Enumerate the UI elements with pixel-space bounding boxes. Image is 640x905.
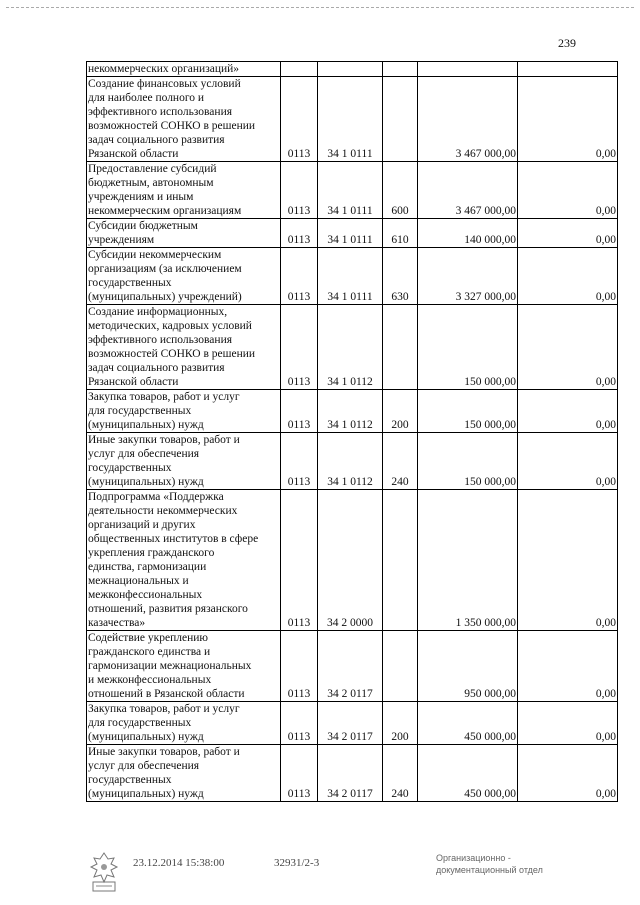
row-section-cell: 0113	[281, 305, 318, 390]
table-row	[87, 162, 618, 219]
row-amount2-cell: 0,00	[518, 745, 618, 802]
row-target-cell: 34 1 0111	[318, 248, 383, 305]
row-type-cell: 240	[383, 745, 418, 802]
table-row	[87, 490, 618, 631]
row-amount2-cell: 0,00	[518, 162, 618, 219]
table-row	[87, 248, 618, 305]
row-type-cell: 240	[383, 433, 418, 490]
row-amount-cell: 3 467 000,00	[418, 77, 518, 162]
row-name-cell: Создание информационных, методических, кадровых условий эффективного использования возможностей СОНКО в решении задач социального развития Рязанской области	[87, 305, 281, 390]
row-amount-cell: 3 327 000,00	[418, 248, 518, 305]
row-section-cell: 0113	[281, 162, 318, 219]
budget-table	[86, 61, 618, 802]
row-target-cell: 34 2 0117	[318, 702, 383, 745]
row-type-cell: 630	[383, 248, 418, 305]
scan-top-rule	[6, 7, 634, 8]
department-stamp	[436, 852, 543, 876]
budget-table-body	[87, 62, 618, 802]
row-target-cell: 34 2 0117	[318, 631, 383, 702]
row-target-cell: 34 1 0111	[318, 162, 383, 219]
row-amount2-cell: 0,00	[518, 390, 618, 433]
row-amount-cell: 150 000,00	[418, 305, 518, 390]
table-row	[87, 77, 618, 162]
row-name-cell: Иные закупки товаров, работ и услуг для обеспечения государственных (муниципальных) нужд	[87, 745, 281, 802]
row-section-cell	[281, 62, 318, 77]
row-amount2-cell	[518, 62, 618, 77]
row-amount-cell: 1 350 000,00	[418, 490, 518, 631]
row-amount2-cell: 0,00	[518, 77, 618, 162]
row-type-cell	[383, 77, 418, 162]
row-name-cell: Предоставление субсидий бюджетным, автономным учреждениям и иным некоммерческим организациям	[87, 162, 281, 219]
row-amount-cell: 150 000,00	[418, 433, 518, 490]
row-name-cell: Создание финансовых условий для наиболее полного и эффективного использования возможностей СОНКО в решении задач социального развития Рязанской области	[87, 77, 281, 162]
row-type-cell	[383, 631, 418, 702]
row-target-cell: 34 1 0111	[318, 219, 383, 248]
department-line-1: Организационно -	[436, 853, 511, 863]
row-section-cell: 0113	[281, 631, 318, 702]
row-target-cell: 34 1 0112	[318, 305, 383, 390]
row-section-cell: 0113	[281, 745, 318, 802]
row-amount2-cell: 0,00	[518, 702, 618, 745]
row-target-cell: 34 1 0112	[318, 433, 383, 490]
row-name-cell: Закупка товаров, работ и услуг для государственных (муниципальных) нужд	[87, 702, 281, 745]
row-type-cell: 200	[383, 390, 418, 433]
row-name-cell: Закупка товаров, работ и услуг для государственных (муниципальных) нужд	[87, 390, 281, 433]
row-type-cell	[383, 490, 418, 631]
row-name-cell: некоммерческих организаций»	[87, 62, 281, 77]
row-name-cell: Подпрограмма «Поддержка деятельности некоммерческих организаций и других общественных институтов в сфере укрепления гражданского единства, гармонизации межнациональных и межконфессиональных отношений, развития рязанского казачества»	[87, 490, 281, 631]
row-amount-cell: 450 000,00	[418, 745, 518, 802]
row-target-cell	[318, 62, 383, 77]
table-row	[87, 702, 618, 745]
row-name-cell: Иные закупки товаров, работ и услуг для обеспечения государственных (муниципальных) нужд	[87, 433, 281, 490]
row-type-cell: 200	[383, 702, 418, 745]
registration-footer	[0, 848, 640, 905]
row-section-cell: 0113	[281, 390, 318, 433]
row-section-cell: 0113	[281, 77, 318, 162]
table-row	[87, 390, 618, 433]
row-target-cell: 34 2 0000	[318, 490, 383, 631]
row-target-cell: 34 2 0117	[318, 745, 383, 802]
table-row	[87, 62, 618, 77]
page-number: 239	[558, 36, 576, 50]
table-row	[87, 305, 618, 390]
table-row	[87, 433, 618, 490]
row-amount2-cell: 0,00	[518, 248, 618, 305]
row-amount-cell: 950 000,00	[418, 631, 518, 702]
row-amount-cell: 150 000,00	[418, 390, 518, 433]
coat-of-arms-seal-icon	[84, 850, 124, 894]
row-target-cell: 34 1 0112	[318, 390, 383, 433]
row-target-cell: 34 1 0111	[318, 77, 383, 162]
row-amount2-cell: 0,00	[518, 305, 618, 390]
row-type-cell: 600	[383, 162, 418, 219]
row-amount-cell	[418, 62, 518, 77]
row-section-cell: 0113	[281, 433, 318, 490]
row-amount2-cell: 0,00	[518, 433, 618, 490]
row-type-cell	[383, 305, 418, 390]
row-amount2-cell: 0,00	[518, 219, 618, 248]
row-type-cell: 610	[383, 219, 418, 248]
table-row	[87, 745, 618, 802]
row-amount2-cell: 0,00	[518, 490, 618, 631]
row-section-cell: 0113	[281, 490, 318, 631]
row-amount-cell: 3 467 000,00	[418, 162, 518, 219]
registration-number: 32931/2-3	[274, 857, 320, 869]
row-name-cell: Содействие укреплению гражданского единства и гармонизации межнациональных и межконфессиональных отношений в Рязанской области	[87, 631, 281, 702]
row-section-cell: 0113	[281, 219, 318, 248]
row-name-cell: Субсидии некоммерческим организациям (за исключением государственных (муниципальных) учреждений)	[87, 248, 281, 305]
row-section-cell: 0113	[281, 702, 318, 745]
table-row	[87, 631, 618, 702]
table-row	[87, 219, 618, 248]
row-amount2-cell: 0,00	[518, 631, 618, 702]
department-line-2: документационный отдел	[436, 865, 543, 875]
row-amount-cell: 450 000,00	[418, 702, 518, 745]
row-name-cell: Субсидии бюджетным учреждениям	[87, 219, 281, 248]
row-amount-cell: 140 000,00	[418, 219, 518, 248]
registration-timestamp: 23.12.2014 15:38:00	[133, 857, 225, 869]
row-type-cell	[383, 62, 418, 77]
row-section-cell: 0113	[281, 248, 318, 305]
